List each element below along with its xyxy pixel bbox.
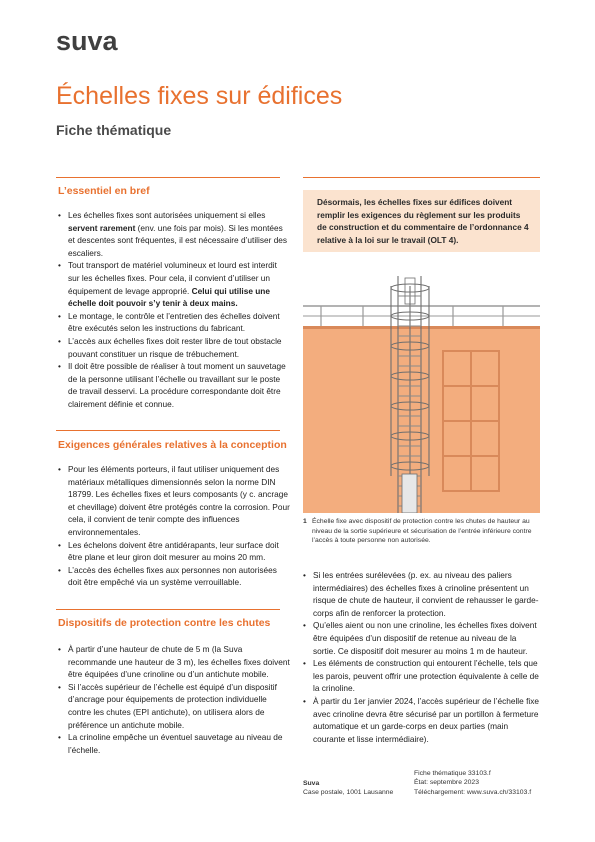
list-item: • Si les entrées surélevées (p. ex. au niveau des paliers intermédiaires) des échelles fixes à crinoline présentent un risque de chute de hauteur, il convient de rehausser le garde-corps afin de renforcer la protection. (303, 569, 541, 619)
list-item: • L’accès des échelles fixes aux personnes non autorisées doit être empêché via un système verrouillable. (58, 564, 290, 589)
figure-caption-text: Échelle fixe avec dispositif de protection contre les chutes de hauteur au niveau de la sortie supérieure et sécurisation de l’entrée inférieure contre l’accès à toute personne non autorisée. (312, 518, 532, 544)
list-exigences (58, 463, 290, 589)
section-divider (56, 430, 280, 431)
list-essentiel (58, 209, 290, 411)
list-item: • Qu’elles aient ou non une crinoline, les échelles fixes doivent être équipées d’un dispositif de retenue au niveau de la sortie. Ce dispositif doit mesurer au moins 1 m de hauteur. (303, 619, 541, 657)
list-item: • La crinoline empêche un éventuel sauvetage au niveau de l’échelle. (58, 731, 290, 756)
list-item: • À partir du 1er janvier 2024, l’accès supérieur de l’échelle fixe avec crinoline devra être sécurisé par un portillon à fermeture automatique et un garde-corps en deux parties (main courante et lisse intermédiaire). (303, 695, 541, 745)
figure-caption (303, 517, 540, 546)
footer-org: Suva Case postale, 1001 Lausanne (303, 780, 394, 797)
list-item: • Si l’accès supérieur de l’échelle est équipé d’un dispositif d’ancrage pour équipements de protection individuelle contre les chutes (EPI antichute), on utilisera alors de préférence un antichute mobile. (58, 681, 290, 731)
list-item: • Il doit être possible de réaliser à tout moment un sauvetage de la personne utilisant l’échelle ou travaillant sur le poste de travail desservi. La procédure correspondante doit être clairement définie et connue. (58, 360, 290, 410)
section-title-exigences: Exigences générales relatives à la conception (58, 439, 287, 451)
section-title-dispositifs: Dispositifs de protection contre les chutes (58, 617, 271, 629)
fixed-ladder-illustration (303, 276, 540, 513)
figure-number: 1 (303, 518, 307, 525)
list-dispositifs (58, 643, 290, 756)
list-item: • L’accès aux échelles fixes doit rester libre de tout obstacle pouvant constituer un risque de trébuchement. (58, 335, 290, 360)
list-item: • Les éléments de construction qui entourent l’échelle, tels que les parois, peuvent offrir une protection équivalente à celle de la crinoline. (303, 657, 541, 695)
section-divider (56, 609, 280, 610)
list-item: • Tout transport de matériel volumineux et lourd est interdit sur les échelles fixes. Pour cela, il convient d’utiliser un équipement de levage approprié. Celui qui utilise une échelle doit pouvoir s’y tenir à deux mains. (58, 259, 290, 309)
list-droite (303, 569, 541, 745)
section-divider (56, 177, 280, 178)
list-item: • Les échelons doivent être antidérapants, leur surface doit être plane et leur giron doit mesurer au moins 20 mm. (58, 539, 290, 564)
suva-logo: suva (56, 26, 118, 56)
list-item: • Pour les éléments porteurs, il faut utiliser uniquement des matériaux métalliques dimensionnés selon la norme DIN 18799. Les échelles fixes et leurs composants (y c. ancrage et chevillage) doivent être protégés contre la corrosion. Pour cela, il convient de tenir compte des influences environnementales. (58, 463, 290, 539)
page-title: Échelles fixes sur édifices (56, 82, 343, 110)
info-callout: Désormais, les échelles fixes sur édifices doivent remplir les exigences du règlement sur les produits de construction et du commentaire de l’ordonnance 4 relative à la loi sur le travail (OLT 4). (303, 190, 540, 252)
list-item: • Les échelles fixes sont autorisées uniquement si elles servent rarement (env. une fois par mois). Si les montées et descentes sont fréquentes, il est nécessaire d’utiliser des escaliers. (58, 209, 290, 259)
section-title-essentiel: L’essentiel en bref (58, 185, 150, 197)
section-divider (303, 177, 540, 178)
page-subtitle: Fiche thématique (56, 122, 172, 138)
list-item: • Le montage, le contrôle et l’entretien des échelles doivent être exécutés selon les instructions du fabricant. (58, 310, 290, 335)
footer-doc-info: Fiche thématique 33103.f État: septembre 2023 Téléchargement: www.suva.ch/33103.f (414, 770, 532, 796)
list-item: • À partir d’une hauteur de chute de 5 m (la Suva recommande une hauteur de 3 m), les échelles fixes doivent être équipées d’une crinoline ou d’un antichute mobile. (58, 643, 290, 681)
